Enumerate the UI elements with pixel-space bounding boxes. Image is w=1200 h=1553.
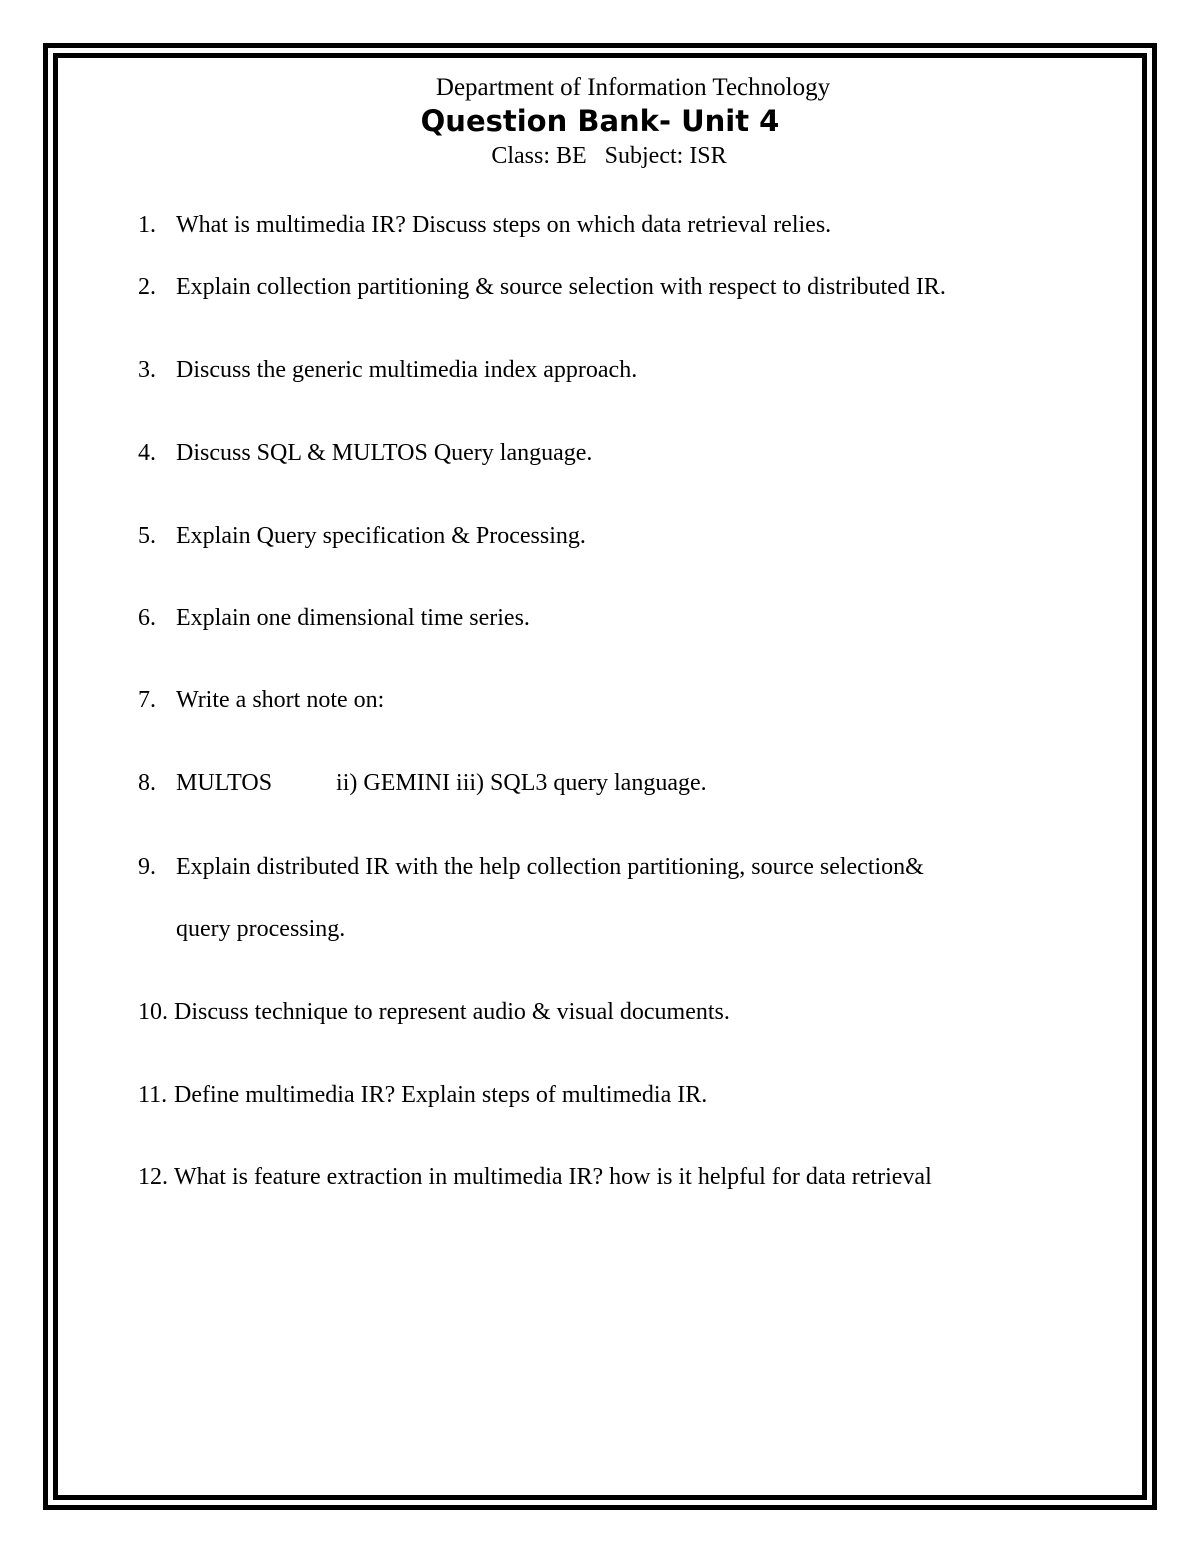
question-number: 1. [138,212,156,238]
department-heading: Department of Information Technology [435,74,831,101]
question-item [138,996,1098,1028]
question-text: MULTOS [176,770,273,796]
question-text: Explain distributed IR with the help collection partitioning, source selection& [176,854,924,880]
question-text: Explain Query specification & Processing. [176,523,586,549]
question-item [138,602,1098,634]
question-number: 8. [138,770,156,796]
question-text: Define multimedia IR? Explain steps of multimedia IR. [174,1082,708,1108]
question-number: 11. [138,1082,168,1108]
question-number: 2. [138,274,156,300]
question-text: Discuss technique to represent audio & visual documents. [174,999,730,1025]
question-number: 3. [138,357,156,383]
question-number: 10. [138,999,168,1025]
question-item [138,437,1098,469]
question-text: Discuss SQL & MULTOS Query language. [176,440,593,466]
question-number: 6. [138,605,156,631]
question-text: Explain collection partitioning & source selection with respect to distributed IR. [176,274,946,300]
question-number: 4. [138,440,156,466]
question-number: 5. [138,523,156,549]
question-text-part-b: ii) GEMINI iii) SQL3 query language. [336,770,707,796]
question-item [138,684,1098,716]
question-item [138,520,1098,552]
page-title: Question Bank- Unit 4 [420,104,780,138]
subject-label: Subject: ISR [604,143,727,169]
question-item [138,209,1098,241]
question-number: 7. [138,687,156,713]
question-text: What is feature extraction in multimedia IR? how is it helpful for data retrieval [174,1164,932,1190]
question-number: 9. [138,854,156,880]
class-subject-line [18,140,1200,172]
question-item [138,767,1098,799]
question-item [138,1161,1098,1193]
question-text: Write a short note on: [176,687,385,713]
question-item [138,851,1098,883]
question-item [138,1079,1098,1111]
class-label: Class: BE [491,143,587,169]
question-number: 12. [138,1164,168,1190]
question-continuation: query processing. [176,916,346,942]
question-item [138,271,1098,303]
question-text: Discuss the generic multimedia index approach. [176,357,638,383]
question-text: Explain one dimensional time series. [176,605,530,631]
question-text: What is multimedia IR? Discuss steps on which data retrieval relies. [176,212,832,238]
question-item [138,354,1098,386]
